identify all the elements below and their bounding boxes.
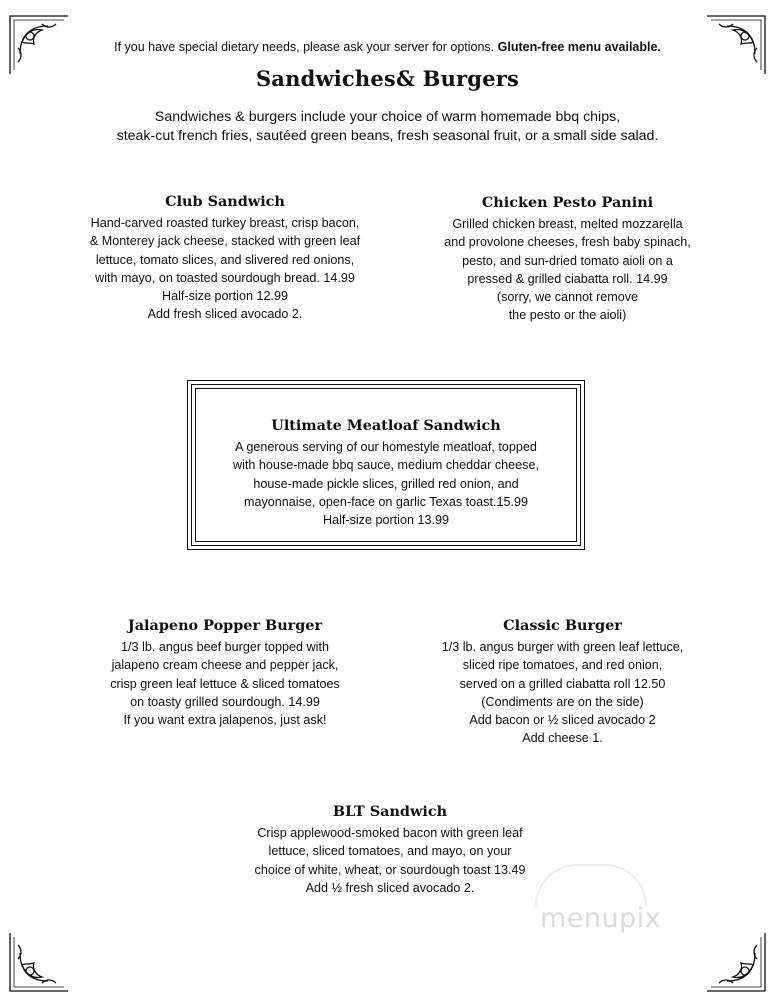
item-description-line: (sorry, we cannot remove bbox=[496, 290, 639, 305]
item-description-line: pesto, and sun-dried tomato aioli on a bbox=[462, 253, 673, 268]
item-description-line: Grilled chicken breast, melted mozzarella bbox=[452, 217, 683, 231]
page-title: Sandwiches& Burgers bbox=[255, 66, 520, 91]
item-description-line: crisp green leaf lettuce & sliced tomatoes bbox=[110, 676, 340, 691]
item-description-line: lettuce, tomato slices, and slivered red onions, bbox=[95, 252, 355, 267]
item-description-line: Add fresh sliced avocado 2. bbox=[147, 307, 303, 322]
item-description-line: sliced ripe tomatoes, and red onion, bbox=[462, 658, 663, 673]
item-description-line: pressed & grilled ciabatta roll. 14.99 bbox=[467, 271, 668, 286]
menu-item-ultimate-meatloaf-sandwich bbox=[190, 416, 582, 529]
corner-ornament-icon bbox=[705, 931, 767, 993]
item-name: BLT Sandwich bbox=[332, 803, 448, 820]
item-description-line: & Monterey jack cheese, stacked with green leaf bbox=[89, 234, 361, 249]
item-description-line: If you want extra jalapenos, just ask! bbox=[123, 713, 327, 728]
item-description-line: the pesto or the aioli) bbox=[508, 308, 627, 323]
item-description-line: served on a grilled ciabatta roll 12.50 bbox=[459, 676, 666, 691]
intro-line: Sandwiches & burgers include your choice of warm homemade bbq chips, bbox=[154, 109, 621, 125]
gluten-free-notice: Gluten-free menu available. bbox=[497, 40, 661, 54]
item-description-line: with mayo, on toasted sourdough bread. 14.99 bbox=[95, 270, 355, 285]
item-description-line: Add cheese 1. bbox=[522, 731, 603, 746]
corner-ornament-icon bbox=[8, 931, 70, 993]
watermark-logo: menupix bbox=[540, 903, 662, 934]
item-name: Club Sandwich bbox=[165, 193, 285, 210]
item-name: Ultimate Meatloaf Sandwich bbox=[271, 417, 501, 434]
item-description-line: Half-size portion 13.99 bbox=[322, 513, 449, 528]
intro-text bbox=[0, 108, 775, 146]
item-description-line: (Condiments are on the side) bbox=[481, 694, 644, 709]
item-description-line: with house-made bbq sauce, medium cheddar cheese, bbox=[233, 458, 539, 473]
item-description-line: 1/3 lb. angus beef burger topped with bbox=[121, 640, 329, 654]
item-description-line: 1/3 lb. angus burger with green leaf lettuce, bbox=[441, 640, 684, 654]
item-description-line: choice of white, wheat, or sourdough toast 13.49 bbox=[254, 862, 526, 877]
item-description-line: Half-size portion 12.99 bbox=[161, 289, 288, 304]
dietary-notice-text: If you have special dietary needs, please ask your server for options. bbox=[114, 40, 495, 54]
item-description-line: Crisp applewood-smoked bacon with green leaf bbox=[257, 826, 523, 840]
item-description-line: A generous serving of our homestyle meatloaf, topped bbox=[235, 440, 537, 454]
menu-item-club-sandwich bbox=[60, 192, 390, 324]
item-description-line: house-made pickle slices, grilled red onion, and bbox=[253, 476, 519, 491]
item-description-line: jalapeno cream cheese and pepper jack, bbox=[111, 658, 339, 673]
menu-item-jalapeno-popper-burger bbox=[60, 616, 390, 729]
item-name: Classic Burger bbox=[503, 617, 622, 634]
intro-line: steak-cut french fries, sautéed green beans, fresh seasonal fruit, or a small side salad. bbox=[116, 128, 659, 144]
menu-item-classic-burger bbox=[400, 616, 725, 748]
item-name: Jalapeno Popper Burger bbox=[127, 617, 323, 634]
item-description-line: on toasty grilled sourdough. 14.99 bbox=[130, 694, 320, 709]
menu-item-chicken-pesto-panini bbox=[400, 193, 735, 325]
item-description-line: mayonnaise, open-face on garlic Texas toast.15.99 bbox=[243, 494, 528, 509]
item-description-line: Hand-carved roasted turkey breast, crisp bacon, bbox=[90, 216, 360, 230]
item-description-line: and provolone cheeses, fresh baby spinach, bbox=[444, 235, 691, 250]
item-description-line: lettuce, sliced tomatoes, and mayo, on your bbox=[268, 844, 512, 859]
dietary-notice bbox=[0, 40, 775, 54]
item-name: Chicken Pesto Panini bbox=[481, 194, 654, 211]
item-description-line: Add ½ fresh sliced avocado 2. bbox=[305, 880, 475, 895]
item-description-line: Add bacon or ½ sliced avocado 2 bbox=[469, 713, 656, 728]
menu-item-blt-sandwich bbox=[210, 802, 570, 897]
